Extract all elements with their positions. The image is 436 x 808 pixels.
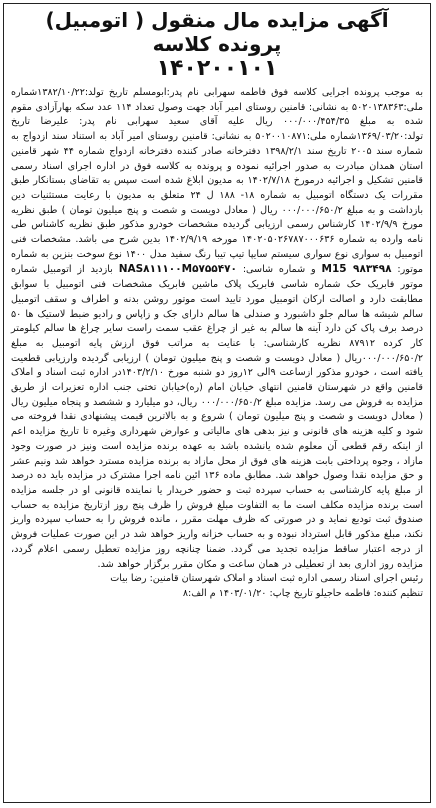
footer-line: تنظیم کننده: فاطمه حاجیلو تاریخ چاپ: ۱۴۰۳/۰۱/۲۰ م الف:۸	[182, 587, 423, 599]
body-part-1-cont: و شماره شاسی:	[242, 264, 316, 276]
body-part-1: به موجب پرونده اجرایی کلاسه فوق فاطمه سهرابی نام پدر:ابومسلم تاریخ تولد:۱۳۸۲/۱۰/۲۲شماره ملی:۵۰۲۰۱۳۸۳۶۳ به نشانی: قامنین روستای امیر آباد جهت وصول تعداد ۱۱۴ عدد سکه بهارآزادی مقوم شده به مبلغ ۰۰۰/۰۰۰/۴۵۴/۳۵ ریال علیه آقای سعید سهرابی نام پدر: علیرضا تاریخ تولد:۱۳۶۹/۰۳/۲۰شماره ملی:۵۰۲۰۰۱۰۸۷۱ به نشانی: قامنین روستای امیر آباد به استناد سند ازدواج به شماره سند ۲۰۰۵ تاریخ سند ۱۳۹۸/۲/۱ دفترخانه صادر کننده دفترخانه ازدواج شماره ۴۴ شهر قامنین استان همدان مبادرت به صدور اجرائیه نموده و پرونده به کلاسه فوق در اداره اجرای اسناد رسمی قامنین تشکیل و اجرائیه درمورخ ۱۴۰۲/۷/۱۸ به مدیون ابلاغ شده است سپس به تقاضای بستانکار طبق مقررات یک دستگاه اتومبیل به شماره ۱۸- ۱۸۸ ل ۲۴ متعلق به مدیون با رعایت مستثنیات دین بازداشت و به مبلغ ۰۰۰/۰۰۰/۶۵۰/۲ ریال ( معادل دویست و شصت و پنج میلیون تومان ) طبق نظریه مورخ ۱۴۰۲/۹/۹ کارشناس رسمی ارزیابی گردیده مشخصات خودرو مذکور طبق نظریه کاشناس طی نامه وارده به شماره ۱۴۰۲۰۵۰۲۶۷۸۷۰۰۰۶۳۶ مورخه ۱۴۰۲/۹/۱۹ بدین شرح می باشد. مشخصات فنی اتومبیل به سواری نوع سواری سیستم سایپا تیپ تیبا رنگ سفید مدل ۱۴۰۰ نوع سوخت بنزین به شماره موتور:	[11, 87, 423, 276]
chassis-number: NAS۸۱۱۱۰۰M۵۷۵۵۴۷۰	[118, 263, 237, 276]
case-number: ۱۴۰۲۰۰۱۰۱	[156, 56, 278, 81]
notice-body	[11, 86, 423, 572]
signature-line: رئیس اجرای اسناد رسمی اداره ثبت اسناد و املاک شهرستان قامنین: رضا بیات	[110, 573, 423, 585]
auction-notice	[3, 3, 431, 803]
motor-number: M15 ۹۸۳۴۹۸	[321, 263, 392, 276]
body-part-2: بازدید از اتومبیل شماره موتور فابریک حک شماره شاسی فابریک پلاک ماشین فابریک مشخصات فنی اتومبیل با سوابق مطابقت دارد و اصالت ارکان اتومبیل مورد تایید است موتور روشن بدنه و اطراف و سقف اتومبیل سالم شیشه ها سالم جلو داشبورد و صندلی ها سالم دارای جک و زاپاس و رادیو ضبط لاستیک ها ۵۰ درصد برف پاک کن دارد آینه ها سالم به غیر از چراغ عقب سمت راست سایر چراغ ها سالم کیلومتر کار کرده ۸۷۹۱۲ نظریه کارشناسی: با عنایت به مراتب فوق ارزش پایه اتومبیل به مبلغ ۰۰۰/۰۰۰/۶۵۰/۲ریال ( معادل دویست و شصت و پنج میلیون تومان ) ارزیابی گردیده وارزیابی قطعیت یافته است ، خودرو مذکور ازساعت ۹الی ۱۲روز دو شنبه مورخ ۱۴۰۳/۲/۱۰در اداره ثبت اسناد و املاک قامنین واقع در شهرستان قامنین انتهای خیابان امام (ره)خیابان تختی جنب اداره تعزیرات از طریق مزایده به فروش می رسد. مزایده مبلغ ۰۰۰/۰۰۰/۶۵۰/۲ ریال، دو میلیارد و ششصد و پنجاه میلیون ریال ( معادل دویست و شصت و پنج میلیون تومان ) شروع و به بالاترین قیمت پیشنهادی نقدا فروخته می شود و کلیه هزینه های قانونی و نیز بدهی های مالیاتی و عوارض شهرداری وغیره تا تاریخ مزایده اعم از اینکه رقم قطعی آن معلوم شده یانشده باشد به عهده برنده مزایده است ونیز در صورت وجود مازاد ، وجوه پرداختی بابت هزینه های فوق از محل مازاد به برنده مزایده مسترد خواهد شد ونیم عشر و حق مزایده نقدا وصول خواهد شد. مطابق ماده ۱۳۶ ائین نامه اجرا مشترک در مزایده باید ده درصد از مبلغ پایه کارشناسی به حساب سپرده ثبت و حضور خریدار یا نماینده قانونی او در جلسه مزایده است برنده مزایده مکلف است ما به التفاوت مبلغ فروش را ظرف پنج روز ازتاریخ مزایده به حساب صندوق ثبت تودیع نماید و در صورتی که ظرف مهلت مقرر ، مانده فروش را به حساب سپرده واریز نکند، مبلغ مذکور قابل استرداد نبوده و به حساب خزانه واریز خواهد شد در این صورت عملیات فروش از درجه اعتبار ساقط مزایده تجدید می گردد. ضمنا چنانچه روز مزایده تعطیل رسمی اعلام گردد، مزایده روز اداری بعد از تعطیلی در همان ساعت و مکان مقرر برگزار خواهد شد.	[11, 264, 423, 570]
notice-title: آگهی مزایده مال منقول ( اتومبیل) پرونده کلاسه	[45, 8, 389, 56]
